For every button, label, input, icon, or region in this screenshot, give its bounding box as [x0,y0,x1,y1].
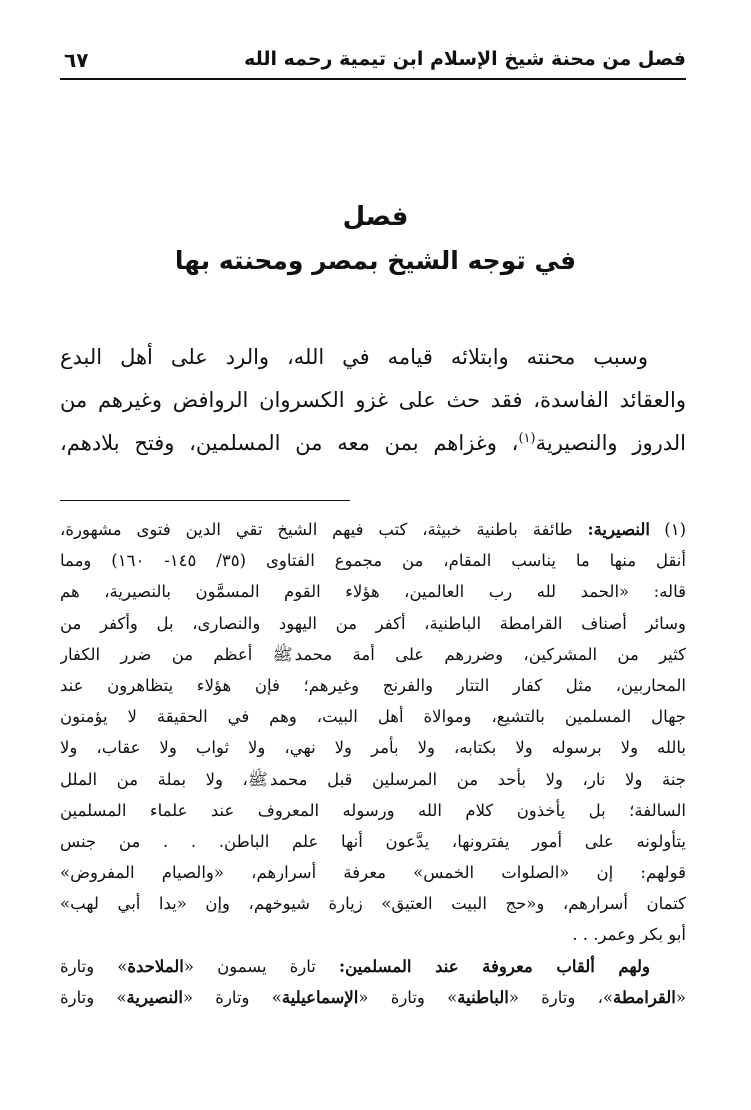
footnote-line: وسائر أصناف القرامطة الباطنية، أكفر من اليهود والنصارى، بل وأكفر من [60,613,686,633]
footnote-line: المحاربين، مثل كفار التتار والفرنج وغيرهم؛ فإن هؤلاء يتظاهرون عند [60,675,686,695]
sect-name: الباطنية [457,987,509,1007]
footnote-subheading: ولهم ألقاب معروفة عند المسلمين: [338,956,651,976]
footnote-line [60,514,686,545]
footnote-line: السالفة؛ بل يأخذون كلام الله ورسوله المعروف عند علماء المسلمين [60,800,686,820]
body-line [60,422,686,465]
footnote-text-segment: »، وتارة « [508,987,614,1007]
running-title: فصل من محنة شيخ الإسلام ابن تيمية رحمه الله [244,48,686,70]
page-number: ٦٧ [64,48,89,72]
footnote-text-segment: طائفة باطنية خبيثة، كتب فيهم الشيخ تقي الدين فتوى مشهورة، [60,520,588,539]
footnote-text-segment: « [675,987,686,1007]
running-header [60,44,686,80]
footnote-line: أنقل منها ما يناسب المقام، من مجموع الفتاوى (٣٥/ ١٤٥- ١٦٠) ومما [60,551,686,571]
chapter-label: فصل [342,202,409,232]
body-text-segment: الدروز والنصيرية [535,431,686,455]
salawat-ornament: ﷺ [272,644,293,664]
sect-name: القرامطة [613,987,676,1007]
footnote-line: كتمان أسرارهم، و«حج البيت العتيق» زيارة شيوخهم، وإن «يدا أبي لهب» [60,894,686,914]
footnote-line: قاله: «الحمد لله رب العالمين، هؤلاء القوم المسمَّون بالنصيرية، هم [60,582,686,602]
footnote-line [60,639,686,670]
footnote-line: جهال المسلمين بالتشيع، وموالاة أهل البيت، وهم في الحقيقة لا يؤمنون [60,707,686,727]
sect-name: النصيرية [126,987,183,1007]
footnote-text-segment: » وتارة [60,987,127,1007]
footnote-text-segment: جنة ولا نار، ولا بأحد من المرسلين قبل محمد [269,769,686,789]
footnote-line: قولهم: إن «الصلوات الخمس» معرفة أسرارهم، «والصيام المفروض» [60,863,686,883]
footnote-reference[interactable]: (١) [518,431,536,446]
body-text-segment: ، وغزاهم بمن معه من المسلمين، وفتح بلادهم، [60,431,519,455]
footnote-text-segment: » وتارة « [358,987,458,1007]
body-line: والعقائد الفاسدة، فقد حث على غزو الكسروان الروافض وغيرهم من [60,388,686,412]
footnote-text-segment: أعظم من ضرر الكفار [60,644,273,664]
footnote-term: النصيرية: [587,520,650,539]
footnote-text-segment: تارة يسمون « [183,956,339,976]
chapter-title: في توجه الشيخ بمصر ومحنته بها [174,246,577,275]
footnote-divider [60,500,350,501]
footnote-line: بالله ولا برسوله ولا بكتابه، ولا بأمر ولا نهي، ولا ثواب ولا عقاب، ولا [60,738,686,758]
body-paragraph [60,336,686,465]
footnote-text-segment: كثير من المشركين، وضررهم على أمة محمد [294,644,686,664]
footnote-line: أبو بكر وعمر. . . [572,925,686,945]
body-line: وسبب محنته وابتلائه قيامه في الله، والرد على أهل البدع [60,345,648,369]
footnote-line [60,982,686,1013]
footnote-line [60,764,686,795]
footnote-block [60,514,686,1013]
footnote-text-segment: ، ولا بملة من الملل [60,769,248,789]
footnote-number: (١) [664,520,686,539]
footnote-line [60,951,686,982]
sect-name: الملاحدة [127,956,184,976]
footnote-line: يتأولونه على أمور يفترونها، يدَّعون أنها علم الباطن. . . من جنس [60,831,686,851]
footnote-text-segment: » وتارة [60,956,128,976]
salawat-ornament: ﷺ [247,769,268,789]
sect-name: الإسماعيلية [281,987,359,1007]
footnote-text-segment: » وتارة « [182,987,282,1007]
